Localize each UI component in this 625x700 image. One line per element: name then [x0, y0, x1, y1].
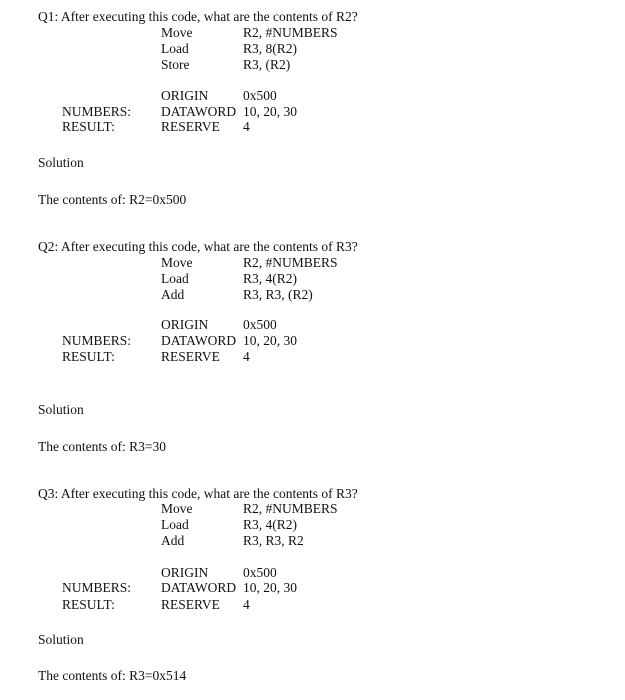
q1-code-op-1: Move [161, 25, 193, 40]
q2-data-args-1: 0x500 [243, 317, 277, 332]
q2-answer: The contents of: R3=30 [38, 439, 166, 454]
q1-data-args-3: 4 [243, 119, 250, 134]
q3-code-args-3: R3, R3, R2 [243, 533, 304, 548]
q3-data-op-1: ORIGIN [161, 565, 209, 580]
q1-data-args-2: 10, 20, 30 [243, 104, 297, 119]
q2-data-label-2: NUMBERS: [62, 333, 132, 348]
q1-solution-label: Solution [38, 155, 84, 170]
q3-data-label-3: RESULT: [62, 597, 115, 612]
q2-data-op-1: ORIGIN [161, 317, 209, 332]
q3-code-op-3: Add [161, 533, 185, 548]
q3-data-args-1: 0x500 [243, 565, 277, 580]
q3-code-op-2: Load [161, 517, 189, 532]
q1-data-args-1: 0x500 [243, 88, 277, 103]
q3-solution-label: Solution [38, 632, 84, 647]
q2-code-args-1: R2, #NUMBERS [243, 255, 338, 270]
q2-data-op-3: RESERVE [161, 349, 220, 364]
q1-code-args-3: R3, (R2) [243, 57, 291, 72]
q3-data-label-2: NUMBERS: [62, 580, 132, 595]
q3-data-op-3: RESERVE [161, 597, 220, 612]
q1-data-label-2: NUMBERS: [62, 104, 132, 119]
question-3-text: Q3: After executing this code, what are the contents of R3? [38, 486, 358, 501]
q1-data-op-3: RESERVE [161, 119, 220, 134]
q2-data-op-2: DATAWORD [161, 333, 237, 348]
q3-code-op-1: Move [161, 501, 193, 516]
q3-data-args-3: 4 [243, 597, 250, 612]
q2-code-op-1: Move [161, 255, 193, 270]
q1-code-args-2: R3, 8(R2) [243, 41, 297, 56]
q2-code-op-3: Add [161, 287, 185, 302]
q1-data-label-3: RESULT: [62, 119, 115, 134]
q3-answer: The contents of: R3=0x514 [38, 668, 187, 683]
q3-data-op-2: DATAWORD [161, 580, 237, 595]
q1-code-args-1: R2, #NUMBERS [243, 25, 338, 40]
question-1-text: Q1: After executing this code, what are the contents of R2? [38, 9, 358, 24]
q3-code-args-2: R3, 4(R2) [243, 517, 297, 532]
q2-code-op-2: Load [161, 271, 189, 286]
q2-code-args-3: R3, R3, (R2) [243, 287, 313, 302]
q1-code-op-3: Store [161, 57, 190, 72]
q2-data-label-3: RESULT: [62, 349, 115, 364]
q2-solution-label: Solution [38, 402, 84, 417]
q3-code-args-1: R2, #NUMBERS [243, 501, 338, 516]
q1-code-op-2: Load [161, 41, 189, 56]
q1-data-op-1: ORIGIN [161, 88, 209, 103]
q2-data-args-3: 4 [243, 349, 250, 364]
q1-data-op-2: DATAWORD [161, 104, 237, 119]
q3-data-args-2: 10, 20, 30 [243, 580, 297, 595]
q2-code-args-2: R3, 4(R2) [243, 271, 297, 286]
q2-data-args-2: 10, 20, 30 [243, 333, 297, 348]
q1-answer: The contents of: R2=0x500 [38, 192, 187, 207]
question-2-text: Q2: After executing this code, what are the contents of R3? [38, 239, 358, 254]
